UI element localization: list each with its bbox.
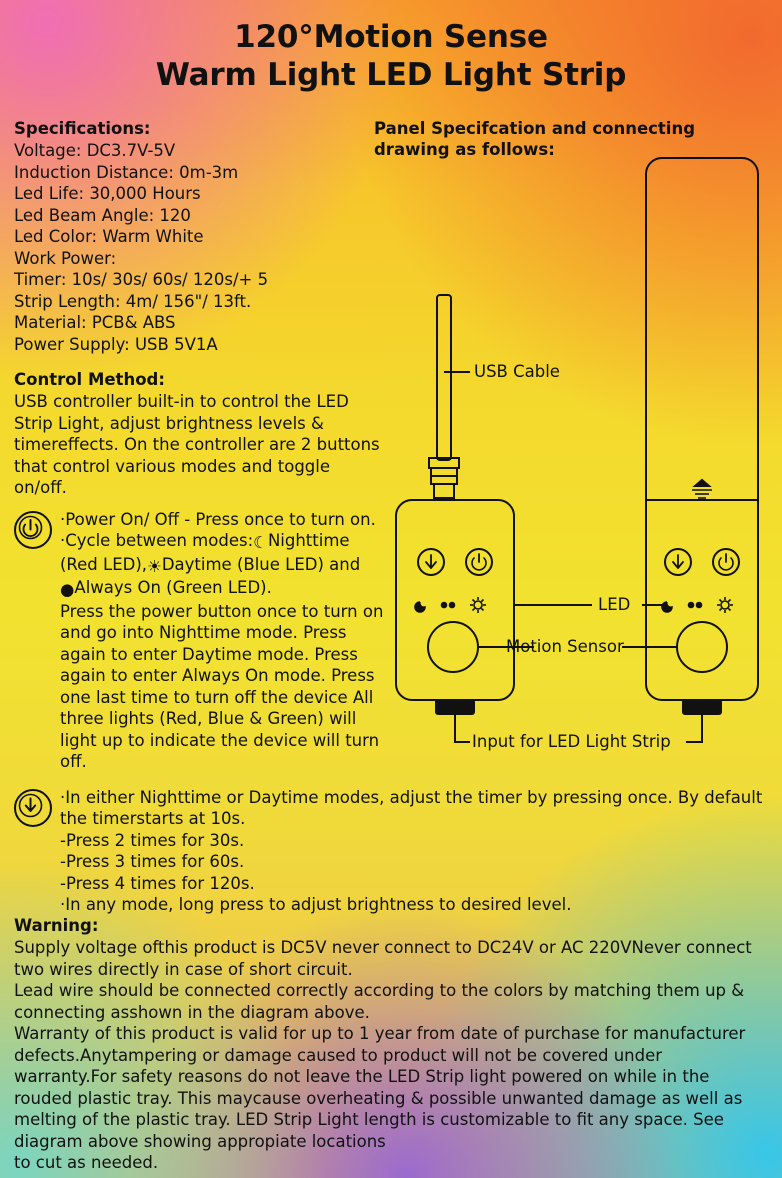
power-line-2a: ·Cycle between modes:: [60, 531, 254, 550]
specifications-heading: Specifications:: [14, 119, 151, 138]
power-line-4-text: Always On (Green LED).: [74, 578, 272, 597]
timer-instructions-text: [60, 787, 768, 916]
label-usb-cable: USB Cable: [474, 362, 560, 381]
timer-line-5: ·In any mode, long press to adjust brightness to desired level.: [60, 895, 572, 914]
spec-item: Induction Distance: 0m-3m: [14, 162, 239, 182]
spec-item: Work Power:: [14, 248, 117, 268]
power-button-icon: [14, 511, 52, 549]
spec-item: Led Life: 30,000 Hours: [14, 184, 201, 203]
timer-line-2: -Press 2 times for 30s.: [60, 830, 245, 850]
power-line-2b: Nighttime: [267, 531, 350, 550]
control-method-heading: Control Method:: [14, 370, 165, 389]
spec-item: Strip Length: 4m/ 156"/ 13ft.: [14, 291, 252, 311]
timer-line-4: -Press 4 times for 120s.: [60, 873, 255, 893]
spec-item: Led Color: Warm White: [14, 227, 204, 246]
spec-item: Led Beam Angle: 120: [14, 205, 191, 225]
filled-circle-icon: ●: [60, 580, 75, 599]
spec-item: Material: PCB& ABS: [14, 313, 176, 332]
panel-heading-line-2: drawing as follows:: [374, 140, 555, 159]
title-line-2: Warm Light LED Light Strip: [155, 57, 627, 93]
label-input-led-strip: Input for LED Light Strip: [472, 732, 671, 751]
label-motion-sensor: Motion Sensor: [506, 637, 624, 656]
control-method-intro: USB controller built-in to control the LED Strip Light, adjust brightness levels & timereffects. On the controller are 2 buttons that control various modes and toggle on/off.: [14, 392, 380, 497]
spec-item: Voltage: DC3.7V-5V: [14, 141, 176, 160]
warning-paragraph: Warranty of this product is valid for up to 1 year from date of purchase for manufacturer defects.Anytampering or damage caused to product will not be covered under warranty.For safety reasons do not leave the LED Strip light powered on while in the rouded plastic tray. This maycause overheating & possible unwanted damage as well as melting of the plastic tray. LED Strip Light length is customizable to fit any space. See diagram above showing appropiate locations: [14, 1024, 746, 1151]
spec-item: Timer: 10s/ 30s/ 60s/ 120s/+ 5: [14, 270, 269, 289]
timer-line-1: ·In either Nighttime or Daytime modes, adjust the timer by pressing once. By default the timerstarts at 10s.: [60, 787, 763, 828]
warning-section: [14, 915, 768, 1174]
warning-paragraph: Lead wire should be connected correctly according to the colors by matching them up & connecting asshown in the diagram above.: [14, 981, 745, 1022]
power-line-3a: (Red LED),: [60, 554, 148, 574]
moon-icon: ☾: [253, 533, 268, 552]
power-instructions-block: [14, 509, 386, 773]
spacer: [14, 355, 386, 369]
power-body-text: Press the power button once to turn on and go into Nighttime mode. Press again to enter Daytime mode. Press again to enter Always On mode. Press one last time to turn off the device All three lights (Red, Blue & Green) will light up to indicate the device will turn off.: [60, 601, 384, 771]
label-led: LED: [598, 595, 631, 614]
controller-diagram: [374, 150, 774, 770]
timer-instructions-block: [14, 787, 768, 916]
power-line-1: ·Power On/ Off - Press once to turn on.: [60, 509, 376, 529]
title-line-1: 120°Motion Sense: [234, 19, 548, 55]
warning-heading: Warning:: [14, 916, 99, 935]
power-line-4: [60, 577, 386, 601]
warning-paragraph: Supply voltage ofthis product is DC5V never connect to DC24V or AC 220VNever connect two wires directly in case of short circuit.: [14, 938, 752, 979]
spec-item: Power Supply: USB 5V1A: [14, 334, 218, 354]
warning-paragraph: to cut as needed.: [14, 1153, 159, 1172]
page-title: [0, 0, 782, 94]
panel-heading-line-1: Panel Specifcation and connecting: [374, 119, 696, 138]
timer-line-3: -Press 3 times for 60s.: [60, 852, 245, 871]
power-line-3b: Daytime (Blue LED) and: [161, 554, 361, 574]
power-line-3: [60, 554, 386, 578]
power-instructions-text: [60, 509, 386, 773]
power-line-2: [60, 530, 386, 554]
sun-icon: ☀: [147, 556, 162, 576]
down-arrow-button-icon: [14, 789, 52, 827]
